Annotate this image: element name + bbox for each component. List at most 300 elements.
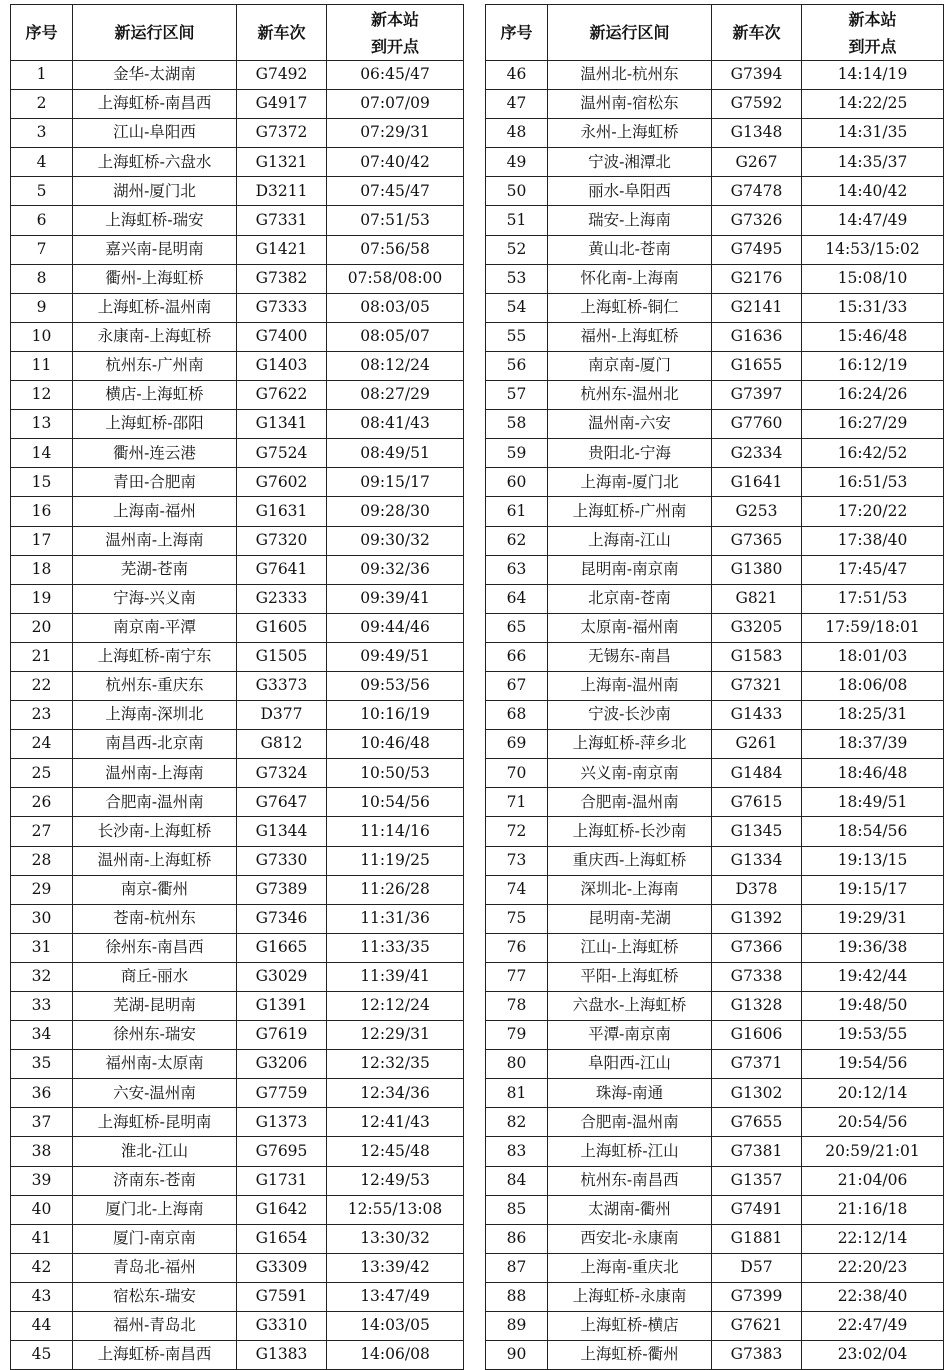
cell-seq: 16 [11, 497, 73, 526]
cell-route: 上海南-深圳北 [73, 701, 237, 730]
cell-time: 18:46/48 [802, 759, 944, 788]
cell-seq: 13 [11, 410, 73, 439]
cell-train: G7621 [712, 1312, 802, 1341]
cell-route: 上海虹桥-萍乡北 [548, 730, 712, 759]
cell-seq: 74 [486, 875, 548, 904]
table-row [11, 468, 464, 497]
cell-route: 杭州东-南昌西 [548, 1166, 712, 1195]
table-row [11, 788, 464, 817]
cell-seq: 23 [11, 701, 73, 730]
table-row [486, 206, 944, 235]
cell-time: 14:22/25 [802, 90, 944, 119]
table-row [11, 1282, 464, 1311]
header-time-line1: 新本站 [848, 9, 897, 29]
cell-seq: 84 [486, 1166, 548, 1195]
table-row [486, 526, 944, 555]
cell-train: G1421 [237, 235, 327, 264]
cell-route: 太湖南-衢州 [548, 1195, 712, 1224]
cell-train: G7397 [712, 381, 802, 410]
cell-route: 平阳-上海虹桥 [548, 962, 712, 991]
cell-route: 上海虹桥-昆明南 [73, 1108, 237, 1137]
cell-seq: 31 [11, 933, 73, 962]
cell-time: 11:19/25 [327, 846, 464, 875]
cell-time: 22:12/14 [802, 1224, 944, 1253]
cell-time: 16:51/53 [802, 468, 944, 497]
cell-seq: 76 [486, 933, 548, 962]
cell-time: 16:12/19 [802, 351, 944, 380]
cell-time: 16:42/52 [802, 439, 944, 468]
table-row [486, 235, 944, 264]
cell-train: G1631 [237, 497, 327, 526]
cell-route: 黄山北-苍南 [548, 235, 712, 264]
table-row [11, 671, 464, 700]
cell-route: 西安北-永康南 [548, 1224, 712, 1253]
cell-time: 07:58/08:00 [327, 264, 464, 293]
cell-time: 14:14/19 [802, 61, 944, 90]
cell-time: 20:12/14 [802, 1079, 944, 1108]
cell-train: G7647 [237, 788, 327, 817]
cell-route: 上海南-温州南 [548, 671, 712, 700]
cell-seq: 42 [11, 1253, 73, 1282]
cell-route: 淮北-江山 [73, 1137, 237, 1166]
cell-seq: 89 [486, 1312, 548, 1341]
cell-route: 嘉兴南-昆明南 [73, 235, 237, 264]
cell-train: G7492 [237, 61, 327, 90]
cell-train: G7491 [712, 1195, 802, 1224]
cell-route: 上海虹桥-衢州 [548, 1341, 712, 1370]
table-row [486, 992, 944, 1021]
cell-seq: 46 [486, 61, 548, 90]
cell-route: 永康南-上海虹桥 [73, 322, 237, 351]
cell-time: 22:20/23 [802, 1253, 944, 1282]
cell-train: G7524 [237, 439, 327, 468]
cell-time: 21:04/06 [802, 1166, 944, 1195]
cell-time: 19:42/44 [802, 962, 944, 991]
cell-train: G1383 [237, 1341, 327, 1370]
cell-seq: 73 [486, 846, 548, 875]
cell-time: 20:59/21:01 [802, 1137, 944, 1166]
cell-route: 湖州-厦门北 [73, 177, 237, 206]
cell-train: G3373 [237, 671, 327, 700]
cell-time: 17:59/18:01 [802, 613, 944, 642]
header-row [11, 5, 464, 61]
cell-time: 09:44/46 [327, 613, 464, 642]
cell-time: 07:29/31 [327, 119, 464, 148]
schedule-table-right [485, 4, 944, 1370]
cell-route: 福州-青岛北 [73, 1312, 237, 1341]
table-row [11, 642, 464, 671]
cell-route: 南京-衢州 [73, 875, 237, 904]
table-row [11, 730, 464, 759]
cell-time: 12:34/36 [327, 1079, 464, 1108]
table-row [11, 1079, 464, 1108]
cell-route: 苍南-杭州东 [73, 904, 237, 933]
cell-train: G1328 [712, 992, 802, 1021]
cell-train: G7592 [712, 90, 802, 119]
cell-seq: 19 [11, 584, 73, 613]
cell-time: 16:27/29 [802, 410, 944, 439]
cell-train: G7372 [237, 119, 327, 148]
cell-time: 18:06/08 [802, 671, 944, 700]
cell-time: 18:25/31 [802, 701, 944, 730]
cell-time: 09:39/41 [327, 584, 464, 613]
table-row [11, 613, 464, 642]
table-row [11, 992, 464, 1021]
cell-train: D377 [237, 701, 327, 730]
cell-route: 厦门北-上海南 [73, 1195, 237, 1224]
cell-train: G1654 [237, 1224, 327, 1253]
cell-train: G1505 [237, 642, 327, 671]
cell-train: G7321 [712, 671, 802, 700]
cell-time: 19:54/56 [802, 1050, 944, 1079]
cell-time: 09:32/36 [327, 555, 464, 584]
cell-time: 19:48/50 [802, 992, 944, 1021]
cell-time: 07:51/53 [327, 206, 464, 235]
table-row [11, 817, 464, 846]
table-row [486, 962, 944, 991]
cell-seq: 56 [486, 351, 548, 380]
table-row [11, 701, 464, 730]
cell-route: 上海虹桥-广州南 [548, 497, 712, 526]
table-row [486, 1137, 944, 1166]
cell-route: 上海南-福州 [73, 497, 237, 526]
cell-seq: 59 [486, 439, 548, 468]
cell-train: G7382 [237, 264, 327, 293]
cell-train: G7695 [237, 1137, 327, 1166]
cell-time: 12:45/48 [327, 1137, 464, 1166]
header-row [486, 5, 944, 61]
cell-seq: 87 [486, 1253, 548, 1282]
cell-route: 横店-上海虹桥 [73, 381, 237, 410]
cell-time: 12:55/13:08 [327, 1195, 464, 1224]
cell-train: G1348 [712, 119, 802, 148]
cell-time: 19:13/15 [802, 846, 944, 875]
cell-seq: 63 [486, 555, 548, 584]
table-row [11, 962, 464, 991]
cell-train: D57 [712, 1253, 802, 1282]
cell-route: 珠海-南通 [548, 1079, 712, 1108]
cell-seq: 25 [11, 759, 73, 788]
table-row [486, 1341, 944, 1370]
cell-time: 14:31/35 [802, 119, 944, 148]
cell-seq: 39 [11, 1166, 73, 1195]
table-row [11, 526, 464, 555]
cell-seq: 60 [486, 468, 548, 497]
table-row [486, 730, 944, 759]
cell-seq: 75 [486, 904, 548, 933]
cell-time: 17:45/47 [802, 555, 944, 584]
cell-seq: 52 [486, 235, 548, 264]
table-row [11, 846, 464, 875]
table-row [486, 1166, 944, 1195]
cell-time: 08:49/51 [327, 439, 464, 468]
cell-train: G1391 [237, 992, 327, 1021]
cell-train: G7478 [712, 177, 802, 206]
cell-route: 北京南-苍南 [548, 584, 712, 613]
cell-route: 江山-上海虹桥 [548, 933, 712, 962]
cell-train: G7326 [712, 206, 802, 235]
cell-route: 昆明南-南京南 [548, 555, 712, 584]
cell-train: G1636 [712, 322, 802, 351]
cell-train: G7333 [237, 293, 327, 322]
cell-time: 08:41/43 [327, 410, 464, 439]
cell-train: G7346 [237, 904, 327, 933]
cell-seq: 34 [11, 1021, 73, 1050]
cell-train: G3206 [237, 1050, 327, 1079]
cell-train: D3211 [237, 177, 327, 206]
cell-time: 18:54/56 [802, 817, 944, 846]
table-row [486, 1282, 944, 1311]
cell-train: G7495 [712, 235, 802, 264]
cell-route: 平潭-南京南 [548, 1021, 712, 1050]
cell-seq: 32 [11, 962, 73, 991]
table-row [11, 177, 464, 206]
cell-seq: 9 [11, 293, 73, 322]
cell-time: 17:20/22 [802, 497, 944, 526]
table-row [11, 1021, 464, 1050]
cell-route: 上海虹桥-南昌西 [73, 1341, 237, 1370]
cell-seq: 62 [486, 526, 548, 555]
header-route: 新运行区间 [73, 5, 237, 61]
cell-train: G7338 [712, 962, 802, 991]
table-row [486, 90, 944, 119]
cell-time: 07:40/42 [327, 148, 464, 177]
cell-time: 09:30/32 [327, 526, 464, 555]
cell-train: G1665 [237, 933, 327, 962]
cell-seq: 26 [11, 788, 73, 817]
table-row [11, 61, 464, 90]
cell-time: 19:29/31 [802, 904, 944, 933]
cell-time: 08:27/29 [327, 381, 464, 410]
cell-train: G812 [237, 730, 327, 759]
cell-train: G7622 [237, 381, 327, 410]
cell-route: 昆明南-芜湖 [548, 904, 712, 933]
cell-route: 徐州东-瑞安 [73, 1021, 237, 1050]
cell-time: 16:24/26 [802, 381, 944, 410]
cell-seq: 29 [11, 875, 73, 904]
cell-seq: 27 [11, 817, 73, 846]
cell-seq: 17 [11, 526, 73, 555]
cell-train: G3205 [712, 613, 802, 642]
cell-time: 14:53/15:02 [802, 235, 944, 264]
cell-train: G2333 [237, 584, 327, 613]
header-time-line2: 到开点 [370, 36, 419, 56]
cell-route: 上海虹桥-长沙南 [548, 817, 712, 846]
cell-seq: 2 [11, 90, 73, 119]
cell-route: 温州南-上海虹桥 [73, 846, 237, 875]
cell-seq: 50 [486, 177, 548, 206]
cell-train: G1642 [237, 1195, 327, 1224]
cell-time: 12:29/31 [327, 1021, 464, 1050]
table-row [486, 119, 944, 148]
cell-seq: 33 [11, 992, 73, 1021]
table-row [11, 904, 464, 933]
cell-time: 14:47/49 [802, 206, 944, 235]
table-row [11, 206, 464, 235]
table-row [11, 1050, 464, 1079]
cell-time: 07:07/09 [327, 90, 464, 119]
table-row [11, 1224, 464, 1253]
cell-seq: 6 [11, 206, 73, 235]
cell-train: G1641 [712, 468, 802, 497]
cell-route: 上海南-江山 [548, 526, 712, 555]
cell-seq: 47 [486, 90, 548, 119]
cell-train: G7320 [237, 526, 327, 555]
cell-seq: 44 [11, 1312, 73, 1341]
cell-train: G1403 [237, 351, 327, 380]
cell-route: 六盘水-上海虹桥 [548, 992, 712, 1021]
cell-time: 19:15/17 [802, 875, 944, 904]
table-row [11, 439, 464, 468]
table-row [11, 351, 464, 380]
table-row [11, 1253, 464, 1282]
cell-train: G7641 [237, 555, 327, 584]
table-row [11, 322, 464, 351]
cell-route: 徐州东-南昌西 [73, 933, 237, 962]
cell-time: 10:16/19 [327, 701, 464, 730]
table-row [11, 1108, 464, 1137]
cell-seq: 14 [11, 439, 73, 468]
table-row [11, 381, 464, 410]
table-row [11, 497, 464, 526]
cell-train: G1433 [712, 701, 802, 730]
cell-train: G4917 [237, 90, 327, 119]
cell-time: 19:53/55 [802, 1021, 944, 1050]
cell-route: 上海虹桥-邵阳 [73, 410, 237, 439]
cell-seq: 86 [486, 1224, 548, 1253]
cell-seq: 66 [486, 642, 548, 671]
cell-time: 11:31/36 [327, 904, 464, 933]
table-row [486, 410, 944, 439]
cell-route: 衢州-上海虹桥 [73, 264, 237, 293]
cell-seq: 8 [11, 264, 73, 293]
cell-route: 瑞安-上海南 [548, 206, 712, 235]
cell-train: G1373 [237, 1108, 327, 1137]
cell-train: G1392 [712, 904, 802, 933]
cell-route: 阜阳西-江山 [548, 1050, 712, 1079]
table-row [486, 1312, 944, 1341]
cell-seq: 10 [11, 322, 73, 351]
cell-route: 温州南-六安 [548, 410, 712, 439]
cell-seq: 68 [486, 701, 548, 730]
cell-seq: 72 [486, 817, 548, 846]
table-row [11, 584, 464, 613]
cell-route: 南京南-厦门 [548, 351, 712, 380]
cell-seq: 61 [486, 497, 548, 526]
table-row [11, 1166, 464, 1195]
cell-seq: 80 [486, 1050, 548, 1079]
cell-time: 10:54/56 [327, 788, 464, 817]
cell-train: G7331 [237, 206, 327, 235]
cell-train: G1655 [712, 351, 802, 380]
cell-time: 07:56/58 [327, 235, 464, 264]
cell-time: 14:03/05 [327, 1312, 464, 1341]
cell-train: G1881 [712, 1224, 802, 1253]
cell-time: 10:46/48 [327, 730, 464, 759]
cell-train: G2141 [712, 293, 802, 322]
cell-seq: 77 [486, 962, 548, 991]
cell-train: G1302 [712, 1079, 802, 1108]
cell-train: G7759 [237, 1079, 327, 1108]
cell-train: G3310 [237, 1312, 327, 1341]
schedule-table-left [10, 4, 464, 1370]
cell-train: G261 [712, 730, 802, 759]
table-row [11, 235, 464, 264]
cell-time: 18:49/51 [802, 788, 944, 817]
cell-route: 深圳北-上海南 [548, 875, 712, 904]
table-row [486, 817, 944, 846]
cell-route: 丽水-阜阳西 [548, 177, 712, 206]
cell-seq: 20 [11, 613, 73, 642]
cell-route: 杭州东-广州南 [73, 351, 237, 380]
cell-seq: 69 [486, 730, 548, 759]
cell-time: 15:31/33 [802, 293, 944, 322]
cell-time: 14:40/42 [802, 177, 944, 206]
cell-seq: 51 [486, 206, 548, 235]
cell-seq: 79 [486, 1021, 548, 1050]
cell-route: 上海虹桥-六盘水 [73, 148, 237, 177]
table-row [486, 904, 944, 933]
cell-train: G7366 [712, 933, 802, 962]
cell-route: 福州南-太原南 [73, 1050, 237, 1079]
cell-route: 上海虹桥-南昌西 [73, 90, 237, 119]
cell-seq: 49 [486, 148, 548, 177]
cell-time: 12:32/35 [327, 1050, 464, 1079]
cell-time: 10:50/53 [327, 759, 464, 788]
cell-train: D378 [712, 875, 802, 904]
cell-seq: 7 [11, 235, 73, 264]
cell-time: 13:47/49 [327, 1282, 464, 1311]
cell-time: 11:33/35 [327, 933, 464, 962]
cell-train: G7330 [237, 846, 327, 875]
cell-route: 无锡东-南昌 [548, 642, 712, 671]
cell-seq: 85 [486, 1195, 548, 1224]
cell-time: 11:14/16 [327, 817, 464, 846]
cell-time: 07:45/47 [327, 177, 464, 206]
cell-seq: 28 [11, 846, 73, 875]
cell-seq: 54 [486, 293, 548, 322]
cell-train: G1731 [237, 1166, 327, 1195]
table-row [11, 264, 464, 293]
cell-route: 杭州东-重庆东 [73, 671, 237, 700]
cell-train: G1345 [712, 817, 802, 846]
cell-time: 17:51/53 [802, 584, 944, 613]
cell-time: 15:08/10 [802, 264, 944, 293]
cell-seq: 64 [486, 584, 548, 613]
table-row [486, 351, 944, 380]
header-time-line1: 新本站 [370, 9, 419, 29]
cell-route: 兴义南-南京南 [548, 759, 712, 788]
cell-seq: 81 [486, 1079, 548, 1108]
table-row [11, 1341, 464, 1370]
cell-train: G3029 [237, 962, 327, 991]
cell-route: 上海南-厦门北 [548, 468, 712, 497]
cell-route: 上海虹桥-江山 [548, 1137, 712, 1166]
cell-seq: 5 [11, 177, 73, 206]
cell-train: G7383 [712, 1341, 802, 1370]
cell-route: 杭州东-温州北 [548, 381, 712, 410]
cell-seq: 43 [11, 1282, 73, 1311]
table-row [11, 555, 464, 584]
table-row [486, 846, 944, 875]
table-row [11, 1312, 464, 1341]
cell-route: 上海虹桥-横店 [548, 1312, 712, 1341]
cell-route: 上海南-重庆北 [548, 1253, 712, 1282]
cell-seq: 24 [11, 730, 73, 759]
cell-route: 温州南-上海南 [73, 526, 237, 555]
cell-route: 贵阳北-宁海 [548, 439, 712, 468]
cell-time: 08:05/07 [327, 322, 464, 351]
